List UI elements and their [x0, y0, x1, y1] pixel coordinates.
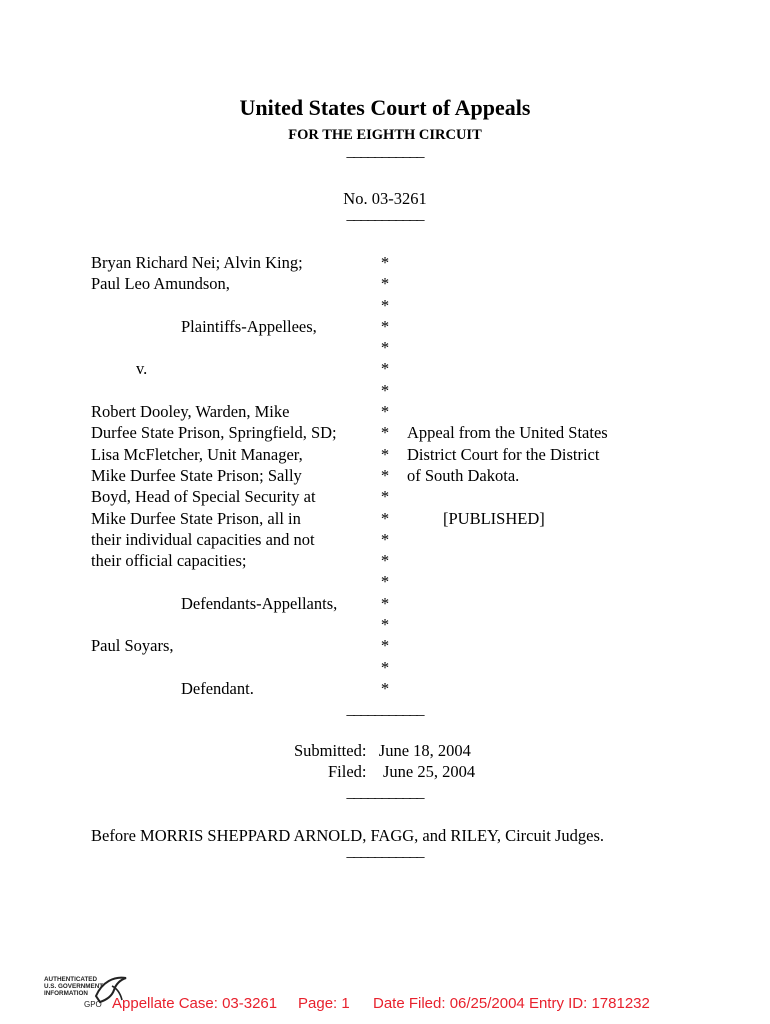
blank-line: [91, 657, 337, 678]
blank-line: [91, 295, 337, 316]
star-column: [375, 252, 395, 699]
star: *: [380, 508, 390, 528]
star: *: [380, 572, 390, 592]
party-line: Mike Durfee State Prison; Sally: [91, 465, 302, 485]
star: *: [380, 593, 390, 613]
party-line: Robert Dooley, Warden, Mike: [91, 402, 290, 422]
star: *: [380, 487, 390, 507]
submitted-row: [294, 740, 471, 761]
role-defendants-appellants: Defendants-Appellants,: [181, 593, 338, 613]
party-line: Bryan Richard Nei; Alvin King;: [91, 253, 303, 272]
footer-case: Appellate Case: 03-3261: [112, 995, 278, 1012]
party-line: their official capacities;: [91, 551, 247, 571]
blank-line: [91, 337, 337, 358]
party-line: Lisa McFletcher, Unit Manager,: [91, 444, 303, 464]
star: *: [380, 338, 390, 358]
star: *: [380, 423, 390, 443]
blank-line: [91, 614, 337, 635]
star: *: [380, 380, 390, 400]
star: *: [380, 444, 390, 464]
submitted-date: June 18, 2004: [378, 741, 471, 760]
star: *: [380, 657, 390, 677]
filed-date: June 25, 2004: [383, 762, 476, 781]
panel-judges: Before MORRIS SHEPPARD ARNOLD, FAGG, and RILEY, Circuit Judges.: [91, 826, 605, 845]
appeal-info: [407, 422, 608, 528]
caption-parties: [91, 252, 337, 699]
star: *: [380, 529, 390, 549]
blank-line: [91, 571, 337, 592]
court-title: United States Court of Appeals: [239, 95, 531, 120]
footer-filed: Date Filed: 06/25/2004 Entry ID: 1781232: [373, 995, 650, 1012]
logo-line: U.S. GOVERNMENT: [44, 983, 104, 990]
appeal-line: District Court for the District: [407, 444, 600, 464]
blank-line: [91, 380, 337, 401]
logo-line: INFORMATION: [44, 990, 88, 997]
party-line: Paul Leo Amundson,: [91, 274, 230, 294]
rule-4: ___________: [346, 784, 424, 801]
role-plaintiffs: Plaintiffs-Appellees,: [181, 316, 317, 336]
versus: v.: [136, 359, 148, 379]
star: *: [380, 295, 390, 315]
footer-page: Page: 1: [298, 995, 350, 1012]
blank-line: [407, 486, 608, 507]
party-line: Paul Soyars,: [91, 636, 174, 656]
star: *: [380, 678, 390, 698]
star: *: [380, 615, 390, 635]
star: *: [380, 274, 390, 294]
filed-row: [328, 761, 475, 782]
case-number: No. 03-3261: [343, 189, 427, 208]
rule-3: ___________: [346, 701, 424, 718]
star: *: [380, 636, 390, 656]
star: *: [380, 253, 390, 272]
party-line: Durfee State Prison, Springfield, SD;: [91, 423, 337, 443]
appeal-line: Appeal from the United States: [407, 423, 608, 443]
filed-label: Filed:: [328, 762, 367, 781]
rule-2: ___________: [346, 206, 424, 223]
party-line: Boyd, Head of Special Security at: [91, 487, 316, 507]
gpo-mark: GPO: [84, 1000, 102, 1009]
logo-line: AUTHENTICATED: [44, 976, 98, 983]
party-line: their individual capacities and not: [91, 529, 315, 549]
appeal-line: of South Dakota.: [407, 465, 520, 485]
star: *: [380, 402, 390, 422]
star: *: [380, 359, 390, 379]
star: *: [380, 316, 390, 336]
submitted-label: Submitted:: [294, 741, 367, 760]
party-line: Mike Durfee State Prison, all in: [91, 508, 301, 528]
star: *: [380, 465, 390, 485]
star: *: [380, 551, 390, 571]
published-label: [PUBLISHED]: [443, 508, 545, 528]
circuit-name: FOR THE EIGHTH CIRCUIT: [288, 127, 482, 143]
role-defendant: Defendant.: [181, 678, 254, 698]
rule-5: ___________: [346, 843, 424, 860]
rule-1: ___________: [346, 143, 424, 160]
